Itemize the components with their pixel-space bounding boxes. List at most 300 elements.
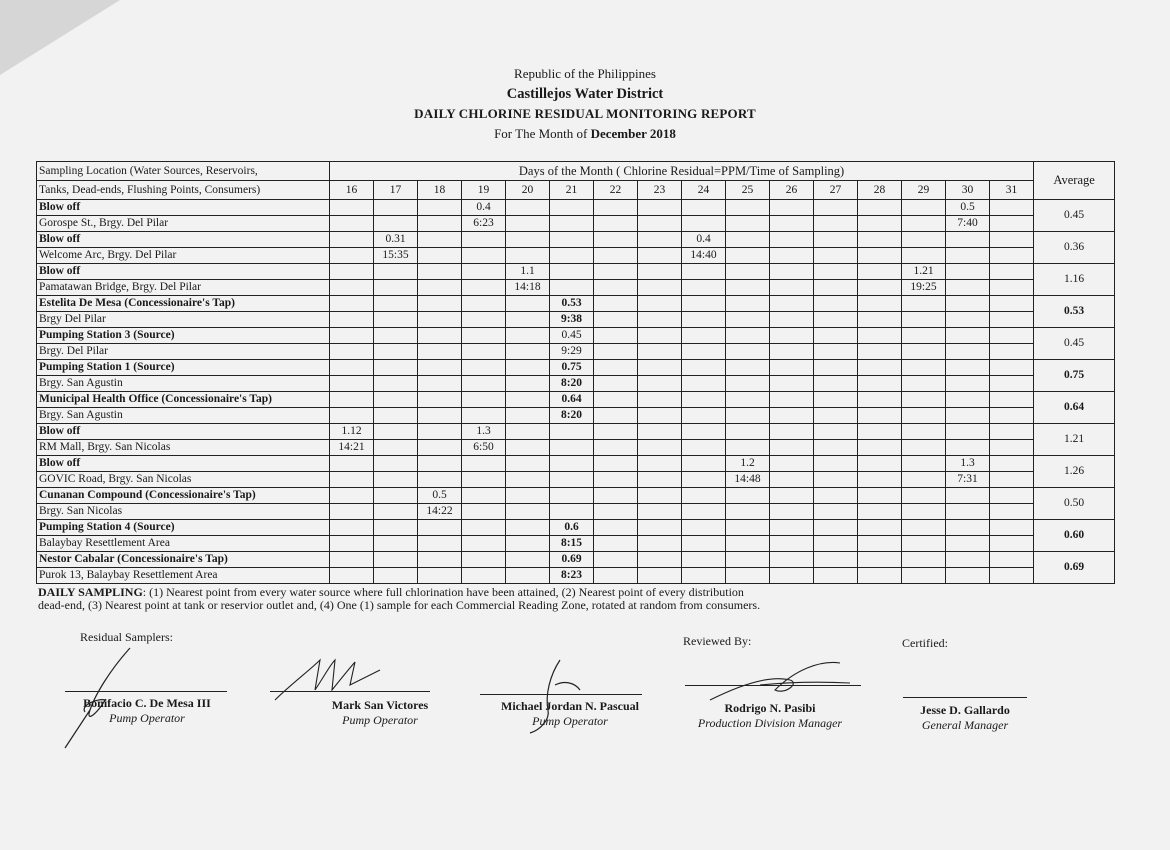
empty-cell [990, 456, 1034, 472]
empty-cell [814, 376, 858, 392]
table-row [37, 232, 1115, 248]
residual-value: 1.21 [902, 264, 946, 280]
empty-cell [770, 344, 814, 360]
report-title: DAILY CHLORINE RESIDUAL MONITORING REPORT [414, 106, 756, 121]
empty-cell [946, 344, 990, 360]
empty-cell [858, 216, 902, 232]
empty-cell [726, 360, 770, 376]
sampling-point-type: Blow off [37, 200, 330, 216]
empty-cell [594, 248, 638, 264]
sampling-location: Balaybay Resettlement Area [37, 536, 330, 552]
chlorine-residual-table [36, 161, 1115, 584]
days-header: Days of the Month ( Chlorine Residual=PPM/Time of Sampling) [330, 162, 1034, 181]
empty-cell [682, 216, 726, 232]
empty-cell [682, 328, 726, 344]
empty-cell [594, 344, 638, 360]
empty-cell [946, 296, 990, 312]
empty-cell [330, 536, 374, 552]
empty-cell [814, 552, 858, 568]
empty-cell [638, 216, 682, 232]
empty-cell [902, 296, 946, 312]
empty-cell [418, 520, 462, 536]
sampling-point-type: Pumping Station 3 (Source) [37, 328, 330, 344]
empty-cell [814, 248, 858, 264]
empty-cell [682, 456, 726, 472]
empty-cell [462, 376, 506, 392]
average-value: 0.45 [1034, 328, 1115, 360]
empty-cell [594, 312, 638, 328]
empty-cell [330, 248, 374, 264]
empty-cell [506, 552, 550, 568]
empty-cell [726, 440, 770, 456]
empty-cell [990, 200, 1034, 216]
empty-cell [770, 328, 814, 344]
empty-cell [902, 456, 946, 472]
residual-value: 0.6 [550, 520, 594, 536]
note-line2: dead-end, (3) Nearest point at tank or reservior outlet and, (4) One (1) sample for each Commercial Reading Zone, rotated at random from consumers. [38, 598, 761, 612]
empty-cell [682, 568, 726, 584]
empty-cell [418, 312, 462, 328]
note-lead: DAILY SAMPLING [38, 585, 143, 599]
empty-cell [506, 568, 550, 584]
empty-cell [638, 440, 682, 456]
empty-cell [330, 296, 374, 312]
empty-cell [682, 344, 726, 360]
empty-cell [770, 312, 814, 328]
day-header-25: 25 [726, 181, 770, 200]
empty-cell [330, 568, 374, 584]
empty-cell [506, 472, 550, 488]
empty-cell [506, 344, 550, 360]
empty-cell [902, 328, 946, 344]
signatory-pasibi: Rodrigo N. Pasibi Production Division Manager [697, 701, 843, 730]
empty-cell [550, 280, 594, 296]
empty-cell [726, 568, 770, 584]
empty-cell [506, 328, 550, 344]
table-row [37, 440, 1115, 456]
empty-cell [418, 232, 462, 248]
empty-cell [902, 360, 946, 376]
sampling-time: 9:38 [550, 312, 594, 328]
empty-cell [814, 440, 858, 456]
empty-cell [770, 568, 814, 584]
empty-cell [506, 360, 550, 376]
table-row [37, 424, 1115, 440]
empty-cell [638, 200, 682, 216]
day-header-16: 16 [330, 181, 374, 200]
empty-cell [638, 376, 682, 392]
empty-cell [594, 520, 638, 536]
empty-cell [990, 392, 1034, 408]
empty-cell [638, 568, 682, 584]
residual-value: 0.5 [418, 488, 462, 504]
empty-cell [726, 376, 770, 392]
table-row [37, 344, 1115, 360]
sampling-point-type: Pumping Station 4 (Source) [37, 520, 330, 536]
empty-cell [506, 296, 550, 312]
empty-cell [946, 440, 990, 456]
sampling-location: Gorospe St., Brgy. Del Pilar [37, 216, 330, 232]
empty-cell [902, 520, 946, 536]
empty-cell [726, 232, 770, 248]
empty-cell [462, 568, 506, 584]
empty-cell [770, 472, 814, 488]
empty-cell [418, 360, 462, 376]
empty-cell [638, 280, 682, 296]
empty-cell [594, 504, 638, 520]
empty-cell [550, 264, 594, 280]
empty-cell [990, 488, 1034, 504]
day-header-21: 21 [550, 181, 594, 200]
day-header-18: 18 [418, 181, 462, 200]
table-row [37, 392, 1115, 408]
empty-cell [946, 568, 990, 584]
empty-cell [330, 328, 374, 344]
empty-cell [946, 312, 990, 328]
empty-cell [726, 328, 770, 344]
day-header-28: 28 [858, 181, 902, 200]
empty-cell [990, 520, 1034, 536]
empty-cell [418, 248, 462, 264]
empty-cell [814, 536, 858, 552]
empty-cell [682, 376, 726, 392]
empty-cell [594, 408, 638, 424]
sampling-point-type: Nestor Cabalar (Concessionaire's Tap) [37, 552, 330, 568]
empty-cell [506, 536, 550, 552]
empty-cell [682, 392, 726, 408]
empty-cell [682, 504, 726, 520]
empty-cell [462, 312, 506, 328]
table-row [37, 280, 1115, 296]
sampling-point-type: Blow off [37, 264, 330, 280]
empty-cell [330, 312, 374, 328]
empty-cell [682, 440, 726, 456]
empty-cell [374, 488, 418, 504]
empty-cell [682, 312, 726, 328]
empty-cell [462, 296, 506, 312]
empty-cell [946, 248, 990, 264]
empty-cell [902, 440, 946, 456]
empty-cell [550, 472, 594, 488]
empty-cell [814, 392, 858, 408]
empty-cell [902, 504, 946, 520]
empty-cell [770, 392, 814, 408]
average-value: 1.16 [1034, 264, 1115, 296]
empty-cell [638, 488, 682, 504]
empty-cell [726, 536, 770, 552]
empty-cell [462, 280, 506, 296]
residual-value: 0.75 [550, 360, 594, 376]
empty-cell [330, 504, 374, 520]
empty-cell [682, 264, 726, 280]
empty-cell [374, 552, 418, 568]
empty-cell [990, 408, 1034, 424]
empty-cell [462, 472, 506, 488]
table-row [37, 264, 1115, 280]
sampling-location: Purok 13, Balaybay Resettlement Area [37, 568, 330, 584]
table-row [37, 296, 1115, 312]
empty-cell [814, 280, 858, 296]
empty-cell [814, 408, 858, 424]
empty-cell [682, 200, 726, 216]
sampling-time: 8:23 [550, 568, 594, 584]
sampling-time: 14:18 [506, 280, 550, 296]
empty-cell [418, 344, 462, 360]
empty-cell [682, 424, 726, 440]
sampling-time: 6:50 [462, 440, 506, 456]
empty-cell [418, 296, 462, 312]
reviewed-by-label: Reviewed By: [683, 634, 752, 648]
empty-cell [374, 200, 418, 216]
empty-cell [550, 488, 594, 504]
empty-cell [638, 424, 682, 440]
empty-cell [550, 216, 594, 232]
signatory-de-mesa: Bonifacio C. De Mesa III Pump Operator [83, 696, 211, 725]
empty-cell [990, 232, 1034, 248]
empty-cell [594, 296, 638, 312]
empty-cell [770, 232, 814, 248]
empty-cell [858, 568, 902, 584]
empty-cell [462, 392, 506, 408]
empty-cell [858, 344, 902, 360]
empty-cell [814, 472, 858, 488]
sampling-time: 15:35 [374, 248, 418, 264]
empty-cell [770, 536, 814, 552]
empty-cell [946, 536, 990, 552]
table-row [37, 504, 1115, 520]
empty-cell [550, 248, 594, 264]
empty-cell [858, 376, 902, 392]
report-header [0, 64, 1170, 144]
empty-cell [946, 232, 990, 248]
empty-cell [638, 248, 682, 264]
empty-cell [682, 472, 726, 488]
empty-cell [330, 408, 374, 424]
empty-cell [814, 520, 858, 536]
empty-cell [638, 536, 682, 552]
empty-cell [814, 360, 858, 376]
empty-cell [594, 456, 638, 472]
empty-cell [330, 264, 374, 280]
empty-cell [638, 408, 682, 424]
signature-pasibi [700, 655, 860, 705]
empty-cell [594, 232, 638, 248]
empty-cell [770, 360, 814, 376]
average-value: 0.45 [1034, 200, 1115, 232]
empty-cell [990, 328, 1034, 344]
empty-cell [946, 488, 990, 504]
empty-cell [946, 504, 990, 520]
residual-value: 1.3 [946, 456, 990, 472]
empty-cell [858, 504, 902, 520]
sampling-point-type: Pumping Station 1 (Source) [37, 360, 330, 376]
empty-cell [418, 280, 462, 296]
empty-cell [330, 360, 374, 376]
empty-cell [770, 440, 814, 456]
table-row [37, 488, 1115, 504]
empty-cell [330, 472, 374, 488]
empty-cell [506, 232, 550, 248]
residual-samplers-label: Residual Samplers: [80, 630, 173, 644]
empty-cell [550, 200, 594, 216]
empty-cell [374, 504, 418, 520]
day-header-19: 19 [462, 181, 506, 200]
empty-cell [638, 520, 682, 536]
average-value: 0.50 [1034, 488, 1115, 520]
certified-label: Certified: [902, 636, 948, 650]
empty-cell [990, 472, 1034, 488]
empty-cell [374, 408, 418, 424]
empty-cell [990, 344, 1034, 360]
signature-line-4 [685, 685, 861, 686]
empty-cell [858, 552, 902, 568]
signature-line-2 [270, 691, 430, 692]
residual-value: 0.4 [682, 232, 726, 248]
empty-cell [506, 312, 550, 328]
empty-cell [638, 360, 682, 376]
average-value: 0.53 [1034, 296, 1115, 328]
empty-cell [990, 552, 1034, 568]
empty-cell [550, 232, 594, 248]
empty-cell [594, 472, 638, 488]
empty-cell [506, 488, 550, 504]
empty-cell [814, 568, 858, 584]
empty-cell [990, 568, 1034, 584]
residual-value: 0.5 [946, 200, 990, 216]
empty-cell [902, 424, 946, 440]
empty-cell [462, 456, 506, 472]
empty-cell [726, 200, 770, 216]
sampling-time: 8:15 [550, 536, 594, 552]
empty-cell [462, 536, 506, 552]
empty-cell [374, 376, 418, 392]
empty-cell [682, 488, 726, 504]
average-value: 0.64 [1034, 392, 1115, 424]
empty-cell [506, 440, 550, 456]
empty-cell [858, 440, 902, 456]
table-row [37, 376, 1115, 392]
empty-cell [902, 376, 946, 392]
empty-cell [770, 424, 814, 440]
empty-cell [374, 456, 418, 472]
empty-cell [946, 376, 990, 392]
empty-cell [374, 344, 418, 360]
empty-cell [726, 520, 770, 536]
empty-cell [638, 328, 682, 344]
sampling-location: Welcome Arc, Brgy. Del Pilar [37, 248, 330, 264]
empty-cell [858, 200, 902, 216]
empty-cell [462, 264, 506, 280]
sampling-time: 9:29 [550, 344, 594, 360]
average-value: 0.60 [1034, 520, 1115, 552]
sampling-point-type: Cunanan Compound (Concessionaire's Tap) [37, 488, 330, 504]
empty-cell [638, 312, 682, 328]
empty-cell [726, 216, 770, 232]
table-row [37, 456, 1115, 472]
empty-cell [770, 264, 814, 280]
empty-cell [990, 376, 1034, 392]
empty-cell [770, 376, 814, 392]
empty-cell [374, 280, 418, 296]
empty-cell [814, 424, 858, 440]
empty-cell [726, 296, 770, 312]
empty-cell [374, 472, 418, 488]
empty-cell [638, 296, 682, 312]
day-header-27: 27 [814, 181, 858, 200]
sampling-location: Brgy Del Pilar [37, 312, 330, 328]
empty-cell [726, 248, 770, 264]
empty-cell [418, 376, 462, 392]
average-value: 0.75 [1034, 360, 1115, 392]
empty-cell [418, 216, 462, 232]
table-row [37, 312, 1115, 328]
empty-cell [902, 200, 946, 216]
empty-cell [506, 248, 550, 264]
empty-cell [682, 360, 726, 376]
empty-cell [374, 360, 418, 376]
empty-cell [418, 568, 462, 584]
table-row [37, 520, 1115, 536]
empty-cell [418, 440, 462, 456]
empty-cell [814, 200, 858, 216]
empty-cell [418, 552, 462, 568]
empty-cell [770, 504, 814, 520]
empty-cell [770, 248, 814, 264]
empty-cell [506, 200, 550, 216]
signatory-pascual: Michael Jordan N. Pascual Pump Operator [501, 699, 639, 728]
day-header-22: 22 [594, 181, 638, 200]
empty-cell [726, 280, 770, 296]
report-month: For The Month of December 2018 [494, 126, 676, 141]
empty-cell [814, 264, 858, 280]
empty-cell [330, 520, 374, 536]
residual-value: 1.2 [726, 456, 770, 472]
empty-cell [990, 504, 1034, 520]
empty-cell [858, 360, 902, 376]
empty-cell [814, 232, 858, 248]
empty-cell [902, 408, 946, 424]
empty-cell [418, 472, 462, 488]
day-header-23: 23 [638, 181, 682, 200]
empty-cell [990, 360, 1034, 376]
sampling-time: 14:21 [330, 440, 374, 456]
empty-cell [462, 552, 506, 568]
empty-cell [990, 312, 1034, 328]
empty-cell [814, 456, 858, 472]
sampling-location: Brgy. San Agustin [37, 376, 330, 392]
sampling-point-type: Estelita De Mesa (Concessionaire's Tap) [37, 296, 330, 312]
empty-cell [506, 392, 550, 408]
empty-cell [506, 520, 550, 536]
empty-cell [770, 216, 814, 232]
empty-cell [330, 488, 374, 504]
day-header-26: 26 [770, 181, 814, 200]
empty-cell [462, 248, 506, 264]
residual-value: 0.45 [550, 328, 594, 344]
average-header: Average [1034, 162, 1115, 200]
empty-cell [462, 328, 506, 344]
empty-cell [858, 264, 902, 280]
empty-cell [858, 232, 902, 248]
average-value: 1.26 [1034, 456, 1115, 488]
empty-cell [638, 392, 682, 408]
empty-cell [858, 424, 902, 440]
residual-value: 1.1 [506, 264, 550, 280]
empty-cell [594, 328, 638, 344]
empty-cell [374, 312, 418, 328]
empty-cell [990, 440, 1034, 456]
empty-cell [638, 504, 682, 520]
